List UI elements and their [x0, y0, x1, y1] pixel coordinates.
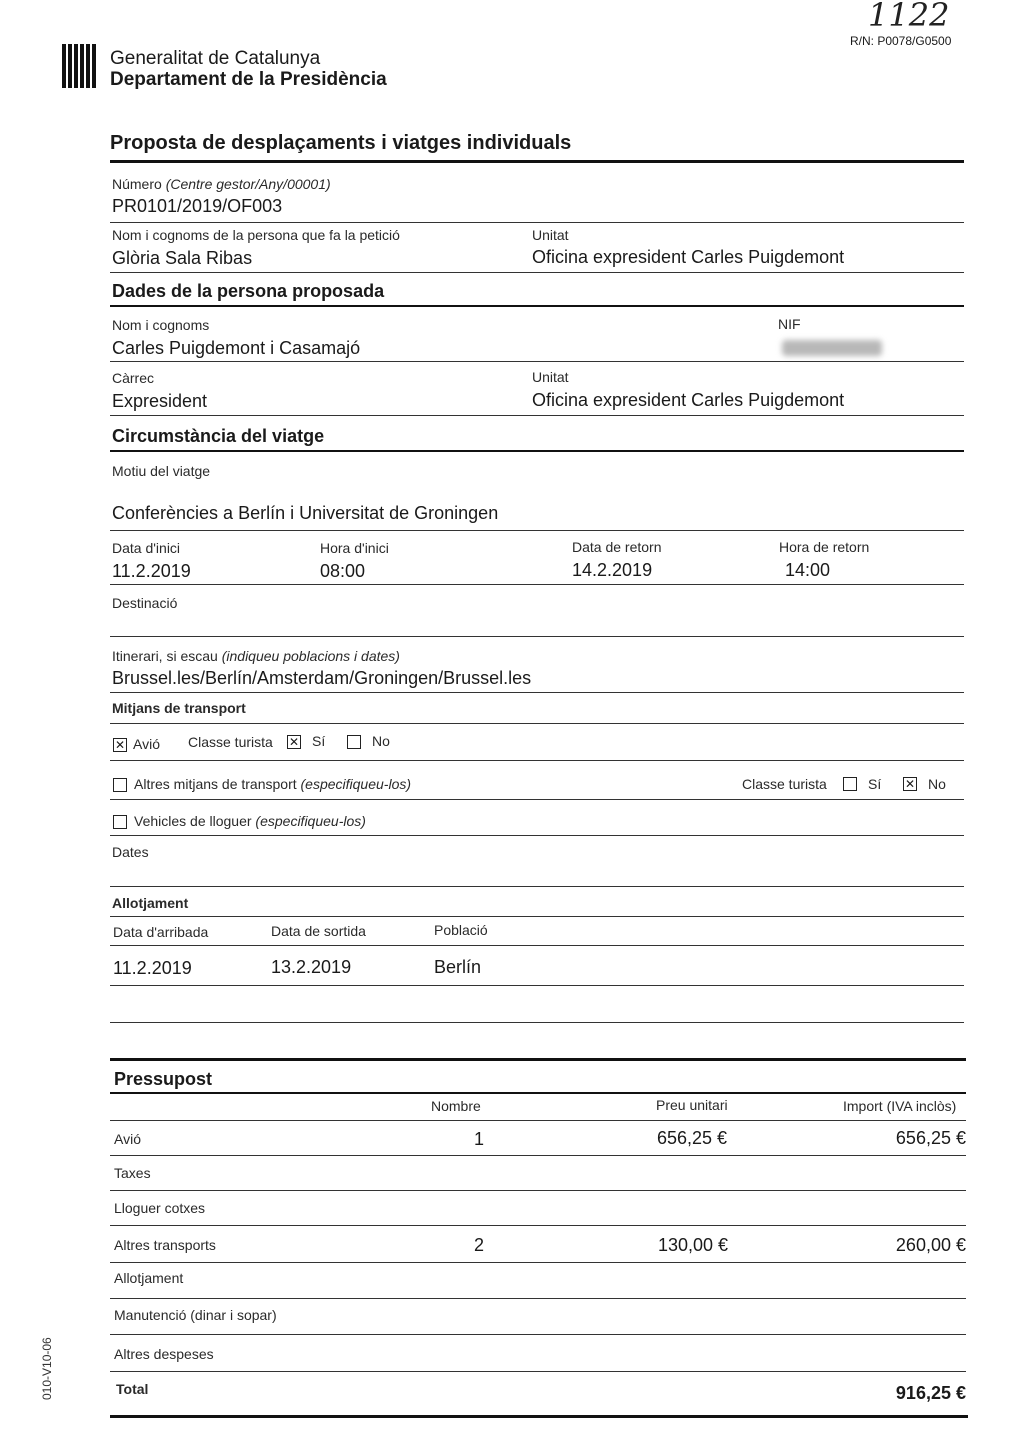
divider [110, 1262, 966, 1263]
person-unit: Oficina expresident Carles Puigdemont [532, 390, 845, 410]
classe-turista-no-checkbox-2[interactable] [903, 777, 917, 791]
divider [110, 1298, 966, 1299]
nif-label: NIF [778, 316, 801, 332]
budget-row-preu: 656,25 € [657, 1128, 728, 1148]
budget-row-preu: 130,00 € [658, 1235, 729, 1255]
divider [110, 1092, 966, 1094]
motiu-value: Conferències a Berlín i Universitat de Groningen [112, 503, 499, 523]
budget-row-concept: Allotjament [114, 1270, 184, 1286]
col-nombre: Nombre [431, 1098, 481, 1114]
form-title: Proposta de desplaçaments i viatges individuals [110, 132, 572, 154]
col-preu: Preu unitari [656, 1097, 728, 1113]
requester-unit: Oficina expresident Carles Puigdemont [532, 247, 845, 267]
data-inici: 11.2.2019 [112, 561, 191, 581]
budget-row-concept: Taxes [114, 1165, 151, 1181]
divider [110, 1058, 966, 1061]
data-retorn: 14.2.2019 [572, 560, 653, 580]
divider [110, 760, 964, 761]
avio-checkbox[interactable] [113, 738, 127, 752]
divider [110, 799, 964, 800]
budget-row-nombre: 2 [474, 1235, 485, 1255]
classe-turista-label: Classe turista [188, 734, 273, 750]
requester-name: Glòria Sala Ribas [112, 248, 253, 268]
itinerari-value: Brussel.les/Berlín/Amsterdam/Groningen/Brussel.les [112, 668, 532, 688]
requester-unit-label: Unitat [532, 227, 569, 243]
sortida-label: Data de sortida [271, 923, 366, 939]
budget-row-concept: Manutenció (dinar i sopar) [114, 1307, 277, 1323]
itinerari-label: Itinerari, si escau (indiqueu poblacions i dates) [112, 648, 400, 664]
divider [110, 450, 964, 452]
divider [110, 692, 964, 693]
carrec-label: Càrrec [112, 370, 155, 386]
divider [110, 1334, 966, 1335]
total-label: Total [116, 1381, 149, 1397]
divider [110, 1120, 966, 1121]
requester-name-label: Nom i cognoms de la persona que fa la petició [112, 227, 400, 243]
divider [110, 530, 964, 531]
divider [110, 222, 964, 223]
person-unit-label: Unitat [532, 369, 569, 385]
budget-row-nombre: 1 [474, 1129, 485, 1149]
budget-row-concept: Altres despeses [114, 1346, 214, 1362]
data-inici-label: Data d'inici [112, 540, 181, 556]
divider [110, 723, 964, 724]
budget-row-concept: Lloguer cotxes [114, 1200, 206, 1216]
budget-row-import: 260,00 € [895, 1235, 966, 1255]
divider [110, 305, 964, 307]
budget-row-import: 656,25 € [895, 1128, 966, 1148]
person-name: Carles Puigdemont i Casamajó [112, 338, 361, 358]
si-label-2: Sí [868, 776, 882, 792]
classe-turista-label-2: Classe turista [742, 776, 827, 792]
org-name: Generalitat de Catalunya [110, 48, 321, 69]
divider [110, 160, 964, 163]
total-value: 916,25 € [895, 1383, 966, 1403]
generalitat-logo-icon [62, 44, 102, 88]
carrec-value: Expresident [112, 391, 208, 411]
divider [110, 1190, 966, 1191]
divider [110, 1225, 966, 1226]
numero-value: PR0101/2019/OF003 [112, 196, 283, 216]
section-pressupost: Pressupost [114, 1069, 213, 1089]
hora-inici-label: Hora d'inici [320, 540, 389, 556]
department-name: Departament de la Presidència [110, 69, 387, 90]
sortida-value: 13.2.2019 [271, 957, 352, 977]
hora-retorn: 14:00 [785, 560, 831, 580]
section-allotjament: Allotjament [112, 895, 189, 911]
altres-transport-checkbox[interactable] [113, 778, 127, 792]
divider [110, 272, 964, 273]
arribada-value: 11.2.2019 [113, 958, 192, 978]
divider [110, 1415, 968, 1418]
vehicles-lloguer-checkbox[interactable] [113, 815, 127, 829]
no-label-2: No [928, 776, 946, 792]
divider [110, 361, 964, 362]
numero-label: Número (Centre gestor/Any/00001) [112, 176, 331, 192]
vehicles-lloguer-label: Vehicles de lloguer (especifiqueu-los) [134, 813, 366, 829]
person-name-label: Nom i cognoms [112, 317, 210, 333]
poblacio-label: Població [434, 922, 488, 938]
altres-transport-label: Altres mitjans de transport (especifiqueu-los) [134, 776, 412, 792]
col-import: Import (IVA inclòs) [843, 1098, 957, 1114]
reference-code: R/N: P0078/G0500 [850, 34, 952, 48]
data-retorn-label: Data de retorn [572, 539, 662, 555]
divider [110, 415, 964, 416]
budget-row-concept: Avió [114, 1131, 141, 1147]
redacted-nif [782, 340, 882, 356]
divider [110, 1371, 966, 1372]
divider [110, 1155, 966, 1156]
si-label: Sí [312, 733, 326, 749]
divider [110, 945, 964, 946]
section-persona: Dades de la persona proposada [112, 281, 385, 301]
avio-label: Avió [133, 736, 160, 752]
divider [110, 985, 964, 986]
handwritten-number: 1122 [868, 0, 950, 34]
section-transport: Mitjans de transport [112, 700, 246, 716]
divider [110, 916, 964, 917]
dates-label: Dates [112, 844, 149, 860]
divider [110, 886, 964, 887]
hora-inici: 08:00 [320, 561, 366, 581]
no-label: No [372, 733, 390, 749]
divider [110, 1022, 964, 1023]
budget-row-concept: Altres transports [114, 1237, 216, 1253]
classe-turista-no-checkbox[interactable] [347, 735, 361, 749]
side-code: 010-V10-06 [40, 1337, 54, 1400]
poblacio-value: Berlín [434, 957, 482, 977]
section-viatge: Circumstància del viatge [112, 426, 325, 446]
divider [110, 835, 964, 836]
divider [110, 584, 964, 585]
classe-turista-si-checkbox[interactable] [287, 735, 301, 749]
arribada-label: Data d'arribada [113, 924, 209, 940]
motiu-label: Motiu del viatge [112, 463, 211, 479]
classe-turista-si-checkbox-2[interactable] [843, 777, 857, 791]
divider [110, 636, 964, 637]
destinacio-label: Destinació [112, 595, 178, 611]
hora-retorn-label: Hora de retorn [779, 539, 870, 555]
